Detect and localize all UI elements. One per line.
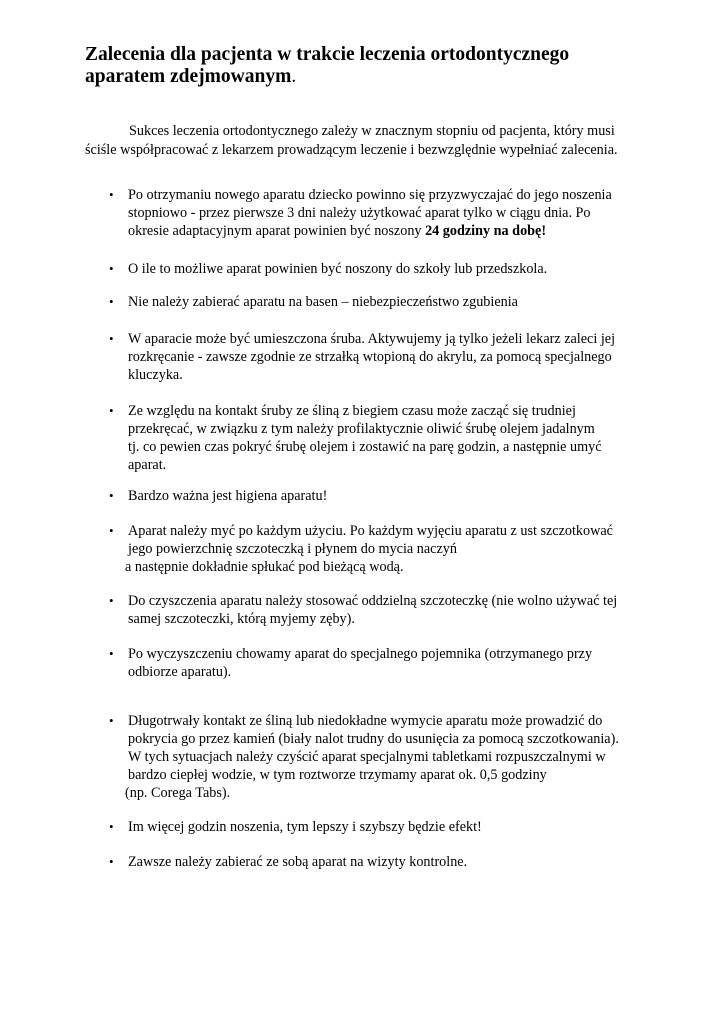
- list-item-text: [128, 645, 640, 681]
- list-item-line: stopniowo - przez pierwsze 3 dni należy użytkować aparat tylko w ciągu dnia. Po: [128, 205, 591, 221]
- list-item-text: [128, 592, 640, 628]
- list-item-line: aparat.: [128, 457, 167, 473]
- list-item-line: pokrycia go przez kamień (biały nalot trudny do usunięcia za pomocą szczotkowania).: [128, 731, 619, 747]
- list-item-line: jego powierzchnię szczoteczką i płynem do mycia naczyń: [128, 541, 457, 557]
- emphasis-text: 24 godziny na dobę!: [425, 223, 547, 239]
- list-item-line: bardzo ciepłej wodzie, w tym roztworze trzymamy aparat ok. 0,5 godziny: [128, 767, 547, 783]
- intro-line-1: Sukces leczenia ortodontycznego zależy w znacznym stopniu od pacjenta, który musi: [129, 123, 615, 139]
- list-item-line: Długotrwały kontakt ze śliną lub niedokładne wymycie aparatu może prowadzić do: [128, 713, 603, 729]
- bullet-icon: •: [109, 488, 114, 503]
- document-title: [85, 44, 645, 88]
- list-item-line: rozkręcanie - zawsze zgodnie ze strzałką wtopioną do akrylu, za pomocą specjalnego: [128, 349, 612, 365]
- list-item-line: a następnie dokładnie spłukać pod bieżącą wodą.: [125, 559, 404, 575]
- bullet-icon: •: [109, 187, 114, 202]
- list-item-line: Zawsze należy zabierać ze sobą aparat na wizyty kontrolne.: [128, 854, 468, 870]
- list-item-line: Po wyczyszczeniu chowamy aparat do specjalnego pojemnika (otrzymanego przy: [128, 646, 593, 662]
- bullet-icon: •: [109, 854, 114, 869]
- title-period: .: [291, 66, 297, 87]
- list-item-line: tj. co pewien czas pokryć śrubę olejem i zostawić na parę godzin, a następnie umyć: [128, 439, 602, 455]
- list-item-line: [128, 222, 640, 240]
- list-item-text: [128, 818, 640, 836]
- list-item-line: W tych sytuacjach należy czyścić aparat specjalnymi tabletkami rozpuszczalnymi w: [128, 749, 606, 765]
- list-item-line: Bardzo ważna jest higiena aparatu!: [128, 488, 328, 504]
- bullet-icon: •: [109, 261, 114, 276]
- list-item-line: Aparat należy myć po każdym użyciu. Po każdym wyjęciu aparatu z ust szczotkować: [128, 523, 613, 539]
- list-item-line-text: okresie adaptacyjnym aparat powinien być noszony: [128, 223, 426, 239]
- bullet-icon: •: [109, 646, 114, 661]
- list-item-line: Do czyszczenia aparatu należy stosować oddzielną szczoteczkę (nie wolno używać tej: [128, 593, 618, 609]
- bullet-icon: •: [109, 523, 114, 538]
- list-item-line: Po otrzymaniu nowego aparatu dziecko powinno się przyzwyczajać do jego noszenia: [128, 187, 612, 203]
- intro-paragraph: [85, 122, 645, 160]
- list-item-line: samej szczoteczki, którą myjemy zęby).: [128, 611, 355, 627]
- list-item-text: [128, 402, 640, 474]
- list-item-text: [128, 330, 640, 384]
- bullet-icon: •: [109, 403, 114, 418]
- list-item-text: [128, 260, 640, 278]
- list-item-line: przekręcać, w związku z tym należy profilaktycznie oliwić śrubę olejem jadalnym: [128, 421, 595, 437]
- list-item-text: [125, 522, 640, 576]
- list-item-line: odbiorze aparatu).: [128, 664, 232, 680]
- list-item-text: [128, 186, 640, 240]
- list-item-text: [128, 853, 640, 871]
- bullet-icon: •: [109, 331, 114, 346]
- list-item-line: (np. Corega Tabs).: [125, 785, 231, 801]
- list-item-line: kluczyka.: [128, 367, 183, 383]
- list-item-line: Im więcej godzin noszenia, tym lepszy i szybszy będzie efekt!: [128, 819, 482, 835]
- intro-line-2: ściśle współpracować z lekarzem prowadzącym leczenie i bezwzględnie wypełniać zalecenia.: [85, 142, 618, 158]
- title-text: Zalecenia dla pacjenta w trakcie leczenia ortodontycznego aparatem zdejmowanym: [85, 44, 570, 87]
- bullet-icon: •: [109, 593, 114, 608]
- list-item-text: [125, 712, 640, 802]
- list-item-line: O ile to możliwe aparat powinien być noszony do szkoły lub przedszkola.: [128, 261, 548, 277]
- list-item-text: [128, 487, 640, 505]
- list-item-line: Ze względu na kontakt śruby ze śliną z biegiem czasu może zacząć się trudniej: [128, 403, 576, 419]
- list-item-text: [128, 293, 640, 311]
- bullet-icon: •: [109, 819, 114, 834]
- list-item-line: Nie należy zabierać aparatu na basen – niebezpieczeństwo zgubienia: [128, 294, 518, 310]
- bullet-icon: •: [109, 713, 114, 728]
- bullet-icon: •: [109, 294, 114, 309]
- list-item-line: W aparacie może być umieszczona śruba. Aktywujemy ją tylko jeżeli lekarz zaleci jej: [128, 331, 616, 347]
